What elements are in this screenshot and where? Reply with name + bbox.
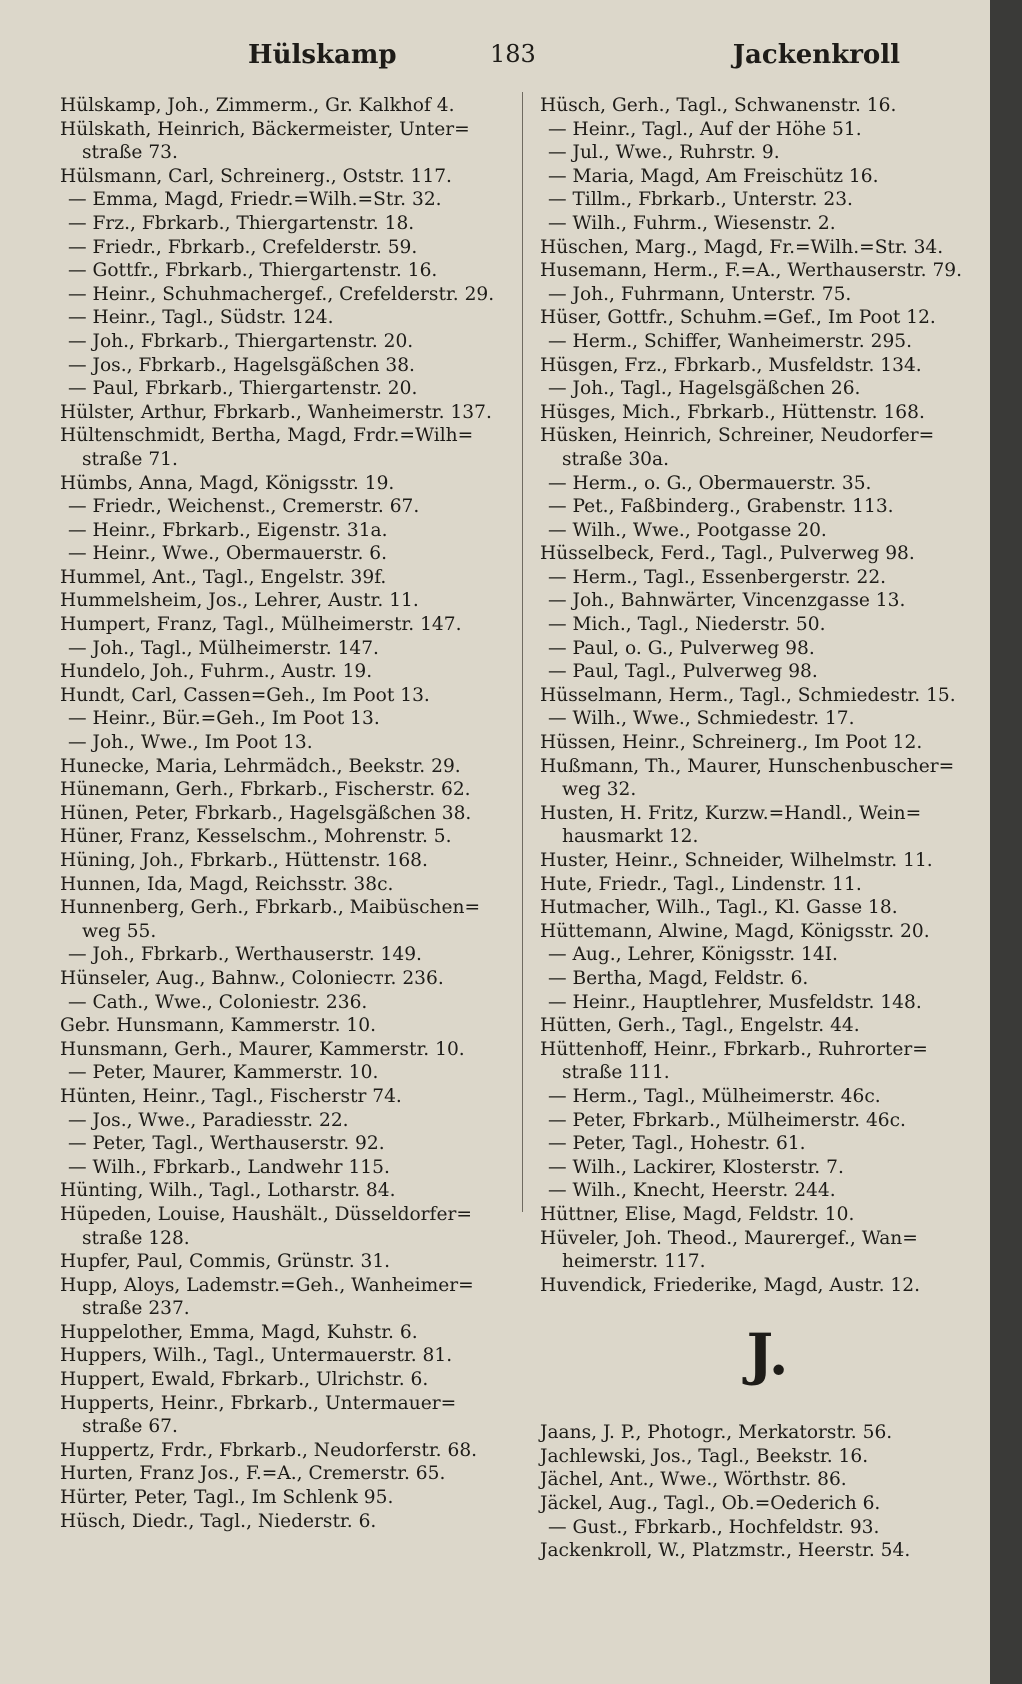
directory-entry: Jäckel, Aug., Tagl., Ob.=Oederich 6. [540, 1493, 881, 1515]
directory-entry: — Pet., Faßbinderg., Grabenstr. 113. [548, 496, 894, 518]
directory-entry: — Joh., Fbrkarb., Werthauserstr. 149. [68, 944, 422, 966]
directory-entry: straße 111. [562, 1062, 670, 1084]
directory-entry: Huppers, Wilh., Tagl., Untermauerstr. 81. [60, 1345, 453, 1367]
directory-entry: straße 73. [82, 142, 178, 164]
directory-entry: Hüsken, Heinrich, Schreiner, Neudorfer= [540, 425, 935, 447]
directory-entry: — Paul, Tagl., Pulverweg 98. [548, 661, 818, 683]
directory-entry: — Heinr., Tagl., Auf der Höhe 51. [548, 118, 862, 140]
section-letter: J. [746, 1322, 789, 1389]
directory-entry: Hülster, Arthur, Fbrkarb., Wanheimerstr. 137. [60, 401, 492, 423]
directory-entry: — Herm., Tagl., Mülheimerstr. 46c. [548, 1085, 881, 1107]
directory-entry: — Peter, Maurer, Kammerstr. 10. [68, 1062, 379, 1084]
directory-entry: Hüpeden, Louise, Haushält., Düsseldorfer= [60, 1203, 472, 1225]
directory-entry: — Joh., Fbrkarb., Thiergartenstr. 20. [68, 330, 414, 352]
directory-entry: Hurten, Franz Jos., F.=A., Cremerstr. 65. [60, 1463, 446, 1485]
directory-entry: Hülskamp, Joh., Zimmerm., Gr. Kalkhof 4. [60, 95, 455, 116]
directory-entry: Hünemann, Gerh., Fbrkarb., Fischerstr. 62. [60, 779, 471, 801]
directory-entry: Hüsch, Gerh., Tagl., Schwanenstr. 16. [540, 95, 897, 116]
directory-entry: — Tillm., Fbrkarb., Unterstr. 23. [548, 189, 853, 211]
directory-entry: Husemann, Herm., F.=A., Werthauserstr. 79. [540, 260, 963, 282]
directory-entry: — Herm., Schiffer, Wanheimerstr. 295. [548, 330, 913, 352]
directory-entry: — Wilh., Knecht, Heerstr. 244. [548, 1180, 836, 1202]
directory-entry: — Heinr., Wwe., Obermauerstr. 6. [68, 543, 388, 565]
scan-edge [990, 0, 1022, 1684]
directory-entry: Hüveler, Joh. Theod., Maurergef., Wan= [540, 1227, 918, 1249]
directory-entry: — Wilh., Lackirer, Klosterstr. 7. [548, 1156, 844, 1178]
directory-entry: Jachlewski, Jos., Tagl., Beekstr. 16. [540, 1445, 869, 1467]
directory-entry: — Peter, Tagl., Hohestr. 61. [548, 1133, 806, 1155]
directory-entry: — Herm., Tagl., Essenbergerstr. 22. [548, 566, 887, 588]
directory-entry: Hüner, Franz, Kesselschm., Mohrenstr. 5. [60, 826, 452, 848]
directory-entry: Hüsch, Diedr., Tagl., Niederstr. 6. [60, 1510, 377, 1532]
directory-entry: — Bertha, Magd, Feldstr. 6. [548, 967, 809, 989]
directory-entry: Hupp, Aloys, Lademstr.=Geh., Wanheimer= [60, 1274, 474, 1296]
directory-entry: — Heinr., Bür.=Geh., Im Poot 13. [68, 708, 380, 730]
directory-entry: — Gust., Fbrkarb., Hochfeldstr. 93. [548, 1516, 880, 1538]
directory-entry: Huppelother, Emma, Magd, Kuhstr. 6. [60, 1321, 418, 1343]
header-left-keyword: Hülskamp [248, 40, 397, 70]
directory-entry: straße 71. [82, 448, 178, 470]
directory-entry: Hünen, Peter, Fbrkarb., Hagelsgäßchen 38. [60, 802, 472, 824]
directory-entry: Hüsgen, Frz., Fbrkarb., Musfeldstr. 134. [540, 354, 922, 376]
directory-entry: Hümbs, Anna, Magd, Königsstr. 19. [60, 472, 395, 494]
directory-entry: Hünting, Wilh., Tagl., Lotharstr. 84. [60, 1180, 396, 1202]
directory-entry: Husten, H. Fritz, Kurzw.=Handl., Wein= [540, 802, 922, 824]
directory-entry: — Jos., Wwe., Paradiesstr. 22. [68, 1109, 349, 1131]
directory-entry: — Friedr., Fbrkarb., Crefelderstr. 59. [68, 236, 418, 258]
directory-entry: straße 30a. [562, 448, 669, 470]
directory-entry: — Frz., Fbrkarb., Thiergartenstr. 18. [68, 212, 415, 234]
directory-entry: — Maria, Magd, Am Freischütz 16. [548, 165, 879, 187]
directory-entry: Hupperts, Heinr., Fbrkarb., Untermauer= [60, 1392, 457, 1414]
directory-entry: Hüttemann, Alwine, Magd, Königsstr. 20. [540, 920, 930, 942]
directory-entry: — Herm., o. G., Obermauerstr. 35. [548, 472, 872, 494]
directory-entry: Hutmacher, Wilh., Tagl., Kl. Gasse 18. [540, 897, 898, 919]
directory-entry: straße 237. [82, 1298, 190, 1320]
directory-entry: — Heinr., Hauptlehrer, Musfeldstr. 148. [548, 991, 922, 1013]
directory-entry: — Joh., Fuhrmann, Unterstr. 75. [548, 283, 852, 305]
directory-entry: Huppert, Ewald, Fbrkarb., Ulrichstr. 6. [60, 1369, 429, 1391]
directory-entry: Huppertz, Frdr., Fbrkarb., Neudorferstr. 68. [60, 1439, 478, 1461]
directory-entry: — Joh., Tagl., Hagelsgäßchen 26. [548, 378, 861, 400]
directory-entry: heimerstr. 117. [562, 1251, 706, 1273]
directory-entry: — Wilh., Fuhrm., Wiesenstr. 2. [548, 212, 836, 234]
directory-entry: Hüning, Joh., Fbrkarb., Hüttenstr. 168. [60, 850, 428, 871]
header-right-keyword: Jackenkroll [732, 40, 900, 70]
directory-entry: Hüschen, Marg., Magd, Fr.=Wilh.=Str. 34. [540, 236, 944, 258]
directory-entry: Hupfer, Paul, Commis, Grünstr. 31. [60, 1251, 391, 1273]
directory-entry: Hüsselmann, Herm., Tagl., Schmiedestr. 15. [540, 684, 956, 706]
directory-entry: — Gottfr., Fbrkarb., Thiergartenstr. 16. [68, 260, 438, 282]
directory-entry: — Joh., Wwe., Im Poot 13. [68, 732, 313, 754]
directory-entry: Hüttenhoff, Heinr., Fbrkarb., Ruhrorter= [540, 1038, 928, 1060]
directory-entry: — Heinr., Tagl., Südstr. 124. [68, 307, 334, 329]
directory-entry: weg 55. [82, 920, 157, 942]
directory-entry: Gebr. Hunsmann, Kammerstr. 10. [60, 1015, 377, 1037]
page-header [60, 40, 970, 80]
directory-entry: Hülskath, Heinrich, Bäckermeister, Unter= [60, 118, 470, 140]
directory-entry: Hüttner, Elise, Magd, Feldstr. 10. [540, 1203, 855, 1225]
directory-entry: Huster, Heinr., Schneider, Wilhelmstr. 11. [540, 850, 933, 871]
directory-entry: Jaans, J. P., Photogr., Merkatorstr. 56. [540, 1422, 893, 1444]
directory-entry: Jackenkroll, W., Platzmstr., Heerstr. 54. [540, 1540, 911, 1562]
directory-entry: Hundelo, Joh., Fuhrm., Austr. 19. [60, 661, 373, 683]
directory-entry: — Peter, Tagl., Werthauserstr. 92. [68, 1133, 385, 1155]
directory-entry: — Wilh., Wwe., Pootgasse 20. [548, 519, 827, 541]
directory-entry: Hüsges, Mich., Fbrkarb., Hüttenstr. 168. [540, 401, 925, 423]
directory-entry: — Emma, Magd, Friedr.=Wilh.=Str. 32. [68, 189, 442, 211]
directory-entry: — Paul, Fbrkarb., Thiergartenstr. 20. [68, 378, 418, 400]
column-divider [522, 92, 523, 1212]
directory-entry: Hülsmann, Carl, Schreinerg., Oststr. 117. [60, 165, 452, 187]
directory-entry: Hünseler, Aug., Bahnw., Colonieстr. 236. [60, 967, 444, 989]
directory-entry: — Mich., Tagl., Niederstr. 50. [548, 614, 826, 636]
directory-entry: — Joh., Bahnwärter, Vincenzgasse 13. [548, 590, 906, 612]
directory-entry: — Wilh., Wwe., Schmiedestr. 17. [548, 708, 855, 730]
directory-entry: weg 32. [562, 779, 637, 801]
directory-entry: Huvendick, Friederike, Magd, Austr. 12. [540, 1274, 920, 1296]
directory-entry: — Wilh., Fbrkarb., Landwehr 115. [68, 1156, 390, 1178]
directory-entry: — Jul., Wwe., Ruhrstr. 9. [548, 142, 780, 164]
directory-entry: straße 128. [82, 1227, 190, 1249]
directory-entry: — Peter, Fbrkarb., Mülheimerstr. 46c. [548, 1109, 906, 1131]
directory-entry: Jächel, Ant., Wwe., Wörthstr. 86. [540, 1469, 847, 1491]
directory-entry: straße 67. [82, 1416, 178, 1438]
directory-entry: Hußmann, Th., Maurer, Hunschenbuscher= [540, 755, 955, 777]
directory-entry: — Aug., Lehrer, Königsstr. 14I. [548, 944, 838, 966]
directory-entry: — Jos., Fbrkarb., Hagelsgäßchen 38. [68, 354, 415, 376]
directory-entry: Hüsselbeck, Ferd., Tagl., Pulverweg 98. [540, 543, 915, 565]
left-column [60, 94, 515, 1533]
directory-entry: Hünten, Heinr., Tagl., Fischerstr 74. [60, 1085, 402, 1107]
directory-entry: — Cath., Wwe., Coloniestr. 236. [68, 991, 368, 1013]
directory-entry: Humpert, Franz, Tagl., Mülheimerstr. 147. [60, 614, 462, 636]
directory-entry: Hunecke, Maria, Lehrmädch., Beekstr. 29. [60, 755, 461, 777]
directory-entry: Hundt, Carl, Cassen=Geh., Im Poot 13. [60, 684, 430, 706]
directory-entry: — Joh., Tagl., Mülheimerstr. 147. [68, 637, 379, 659]
directory-entry: — Heinr., Fbrkarb., Eigenstr. 31a. [68, 519, 388, 541]
directory-entry: Hüser, Gottfr., Schuhm.=Gef., Im Poot 12. [540, 307, 936, 329]
directory-entry: Hürter, Peter, Tagl., Im Schlenk 95. [60, 1487, 394, 1509]
right-column [540, 94, 995, 1563]
directory-entry: Hummel, Ant., Tagl., Engelstr. 39f. [60, 566, 387, 588]
directory-entry: hausmarkt 12. [562, 826, 699, 848]
directory-entry: Hüssen, Heinr., Schreinerg., Im Poot 12. [540, 732, 923, 754]
directory-entry: — Heinr., Schuhmachergef., Crefelderstr. 29. [68, 283, 495, 305]
directory-entry: Hültenschmidt, Bertha, Magd, Frdr.=Wilh= [60, 425, 474, 447]
directory-entry: Hummelsheim, Jos., Lehrer, Austr. 11. [60, 590, 419, 612]
directory-entry: Hunsmann, Gerh., Maurer, Kammerstr. 10. [60, 1038, 465, 1060]
directory-entry: Hütten, Gerh., Tagl., Engelstr. 44. [540, 1015, 860, 1037]
directory-entry: Hunnen, Ida, Magd, Reichsstr. 38c. [60, 873, 394, 895]
page-number: 183 [490, 40, 536, 68]
directory-entry: Hunnenberg, Gerh., Fbrkarb., Maibüschen= [60, 897, 481, 919]
directory-entry: — Friedr., Weichenst., Cremerstr. 67. [68, 496, 420, 518]
directory-entry: — Paul, o. G., Pulverweg 98. [548, 637, 815, 659]
directory-entry: Hute, Friedr., Tagl., Lindenstr. 11. [540, 873, 862, 895]
